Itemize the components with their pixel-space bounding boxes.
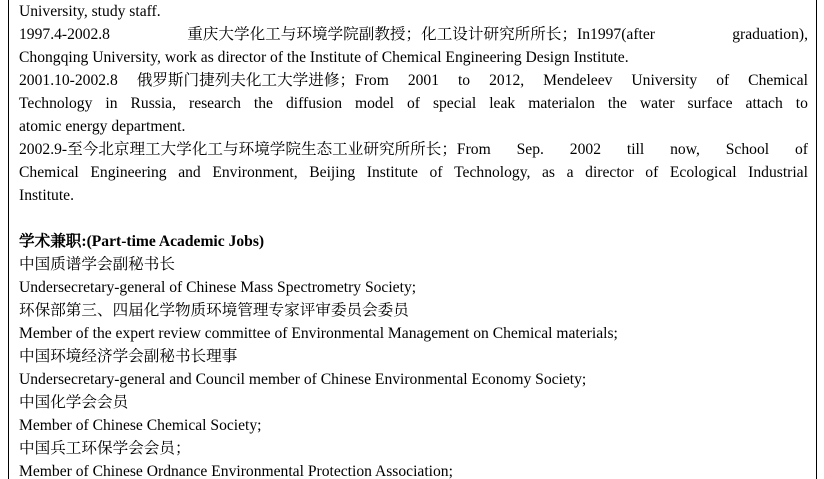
text-segment: Technology bbox=[19, 95, 93, 112]
text-segment: water bbox=[639, 95, 675, 112]
section-heading-cn: 学术兼职: bbox=[19, 233, 87, 250]
parttime-item-cn: 环保部第三、四届化学物质环境管理专家评审委员会委员 bbox=[19, 302, 409, 319]
text-segment: 2001.10-2002.8 bbox=[19, 72, 118, 89]
text-segment: 2012, bbox=[489, 72, 525, 89]
text-segment: a bbox=[566, 164, 574, 181]
text-segment: now, bbox=[670, 141, 700, 158]
section-heading-en: (Part-time Academic Jobs) bbox=[86, 233, 265, 250]
text-segment: Chemical bbox=[748, 72, 808, 89]
text-segment: Institute bbox=[366, 164, 418, 181]
text-segment: Environment, bbox=[212, 164, 298, 181]
career-entry-1-line-1 bbox=[19, 23, 808, 46]
document-frame bbox=[8, 0, 817, 479]
text-segment: diffusion bbox=[285, 95, 342, 112]
text-segment: University bbox=[631, 72, 698, 89]
text-segment: surface bbox=[687, 95, 733, 112]
text-segment: 俄罗斯门捷列夫化工大学进修；From bbox=[136, 72, 389, 89]
career-entry-2-line-2 bbox=[19, 92, 808, 115]
career-entry-3-line-3: Institute. bbox=[19, 187, 75, 204]
text-segment: to bbox=[795, 95, 808, 112]
text-segment: of bbox=[794, 141, 808, 158]
text-segment: 重庆大学化工与环境学院副教授；化工设计研究所所长；In1997(after bbox=[187, 26, 655, 43]
text-segment: Ecological bbox=[669, 164, 737, 181]
text-segment: graduation), bbox=[732, 26, 808, 43]
parttime-item-en: Member of the expert review committee of Environmental Management on Chemical materials; bbox=[19, 325, 618, 342]
text-segment: of bbox=[429, 164, 443, 181]
text-segment: Sep. bbox=[516, 141, 544, 158]
text-segment: of bbox=[406, 95, 420, 112]
text-segment: 2002 bbox=[569, 141, 601, 158]
parttime-item-cn: 中国兵工环保学会会员； bbox=[19, 440, 191, 457]
text-segment: Industrial bbox=[748, 164, 808, 181]
text-segment: materialon bbox=[528, 95, 595, 112]
text-segment: till bbox=[626, 141, 645, 158]
text-segment: 1997.4-2002.8 bbox=[19, 26, 110, 43]
document-body bbox=[19, 0, 808, 479]
section-heading bbox=[19, 230, 808, 253]
parttime-item-en: Member of Chinese Chemical Society; bbox=[19, 417, 262, 434]
text-segment: the bbox=[607, 95, 627, 112]
text-segment: 2001 bbox=[407, 72, 439, 89]
text-segment: model bbox=[354, 95, 394, 112]
text-segment: in bbox=[105, 95, 118, 112]
text-segment: to bbox=[457, 72, 471, 89]
parttime-item-en: Undersecretary-general of Chinese Mass Spectrometry Society; bbox=[19, 279, 417, 296]
text-segment: Russia, bbox=[130, 95, 177, 112]
text-segment: Engineering bbox=[90, 164, 167, 181]
text-segment: and bbox=[178, 164, 201, 181]
career-entry-3-line-2 bbox=[19, 161, 808, 184]
text-segment: Chemical bbox=[19, 164, 79, 181]
parttime-item-cn: 中国化学会会员 bbox=[19, 394, 129, 411]
parttime-item-cn: 中国质谱学会副秘书长 bbox=[19, 256, 175, 273]
text-segment: School bbox=[725, 141, 770, 158]
parttime-item-cn: 中国环境经济学会副秘书长理事 bbox=[19, 348, 238, 365]
career-entry-1-line-2: Chongqing University, work as director of the Institute of Chemical Engineering Design Institute. bbox=[19, 49, 629, 66]
parttime-item-en: Member of Chinese Ordnance Environmental Protection Association; bbox=[19, 463, 453, 479]
text-segment: of bbox=[716, 72, 730, 89]
parttime-item-en: Undersecretary-general and Council member of Chinese Environmental Economy Society; bbox=[19, 371, 587, 388]
text-segment: Mendeleev bbox=[543, 72, 613, 89]
career-entry-0-tail: University, study staff. bbox=[19, 3, 161, 20]
career-entry-2-line-1 bbox=[19, 69, 808, 92]
text-segment: director bbox=[585, 164, 634, 181]
text-segment: research bbox=[189, 95, 241, 112]
text-segment: leak bbox=[489, 95, 516, 112]
text-segment: 2002.9-至今北京理工大学化工与环境学院生态工业研究所所长；From bbox=[19, 141, 491, 158]
text-segment: attach bbox=[745, 95, 783, 112]
text-segment: special bbox=[432, 95, 477, 112]
career-entry-2-line-3: atomic energy department. bbox=[19, 118, 186, 135]
text-segment: of bbox=[645, 164, 659, 181]
text-segment: Technology, bbox=[454, 164, 531, 181]
career-entry-3-line-1 bbox=[19, 138, 808, 161]
text-segment: the bbox=[253, 95, 273, 112]
paragraph-spacer bbox=[19, 207, 808, 230]
text-segment: as bbox=[542, 164, 556, 181]
text-segment: Beijing bbox=[309, 164, 356, 181]
